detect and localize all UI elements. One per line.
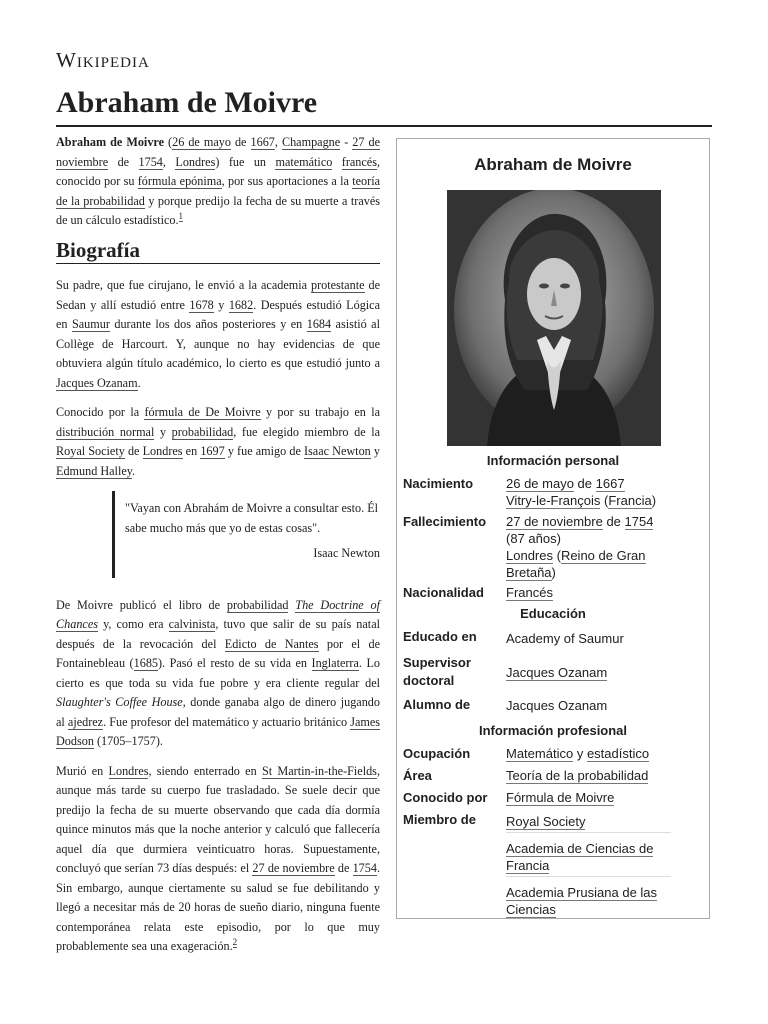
text: de Sedan y allí estudió entre xyxy=(56,278,380,312)
infobox xyxy=(396,138,710,919)
text: , aunque más tarde su cuerpo fue trasladado. Se suele decir que predijo la fecha de su muerte observando que cada día dormía quince minutos más que la noche anterior y calculó que fallecería aquel día que durmiera veinticuatro horas. Supuestamente, concluyó que serían 73 días después: el xyxy=(56,763,380,875)
text: ) fue un xyxy=(215,154,276,169)
bio-paragraph-2 xyxy=(56,403,380,481)
link-1678[interactable]: 1678 xyxy=(189,297,214,312)
link-death-date[interactable]: 27 de noviembre xyxy=(56,135,380,169)
infobox-title: Abraham de Moivre xyxy=(474,155,632,174)
text: , donde ganaba algo de dinero jugando al xyxy=(56,695,380,729)
link-formula[interactable]: fórmula epónima xyxy=(137,174,222,188)
subject-name: Abraham de Moivre xyxy=(56,135,165,149)
text: y xyxy=(213,297,229,312)
text: . xyxy=(132,463,136,478)
link-nationality[interactable]: francés xyxy=(341,154,377,169)
text: y por su trabajo en la xyxy=(260,405,380,419)
text: De Moivre publicó el libro de xyxy=(56,597,227,612)
label-educado-en: Educado en xyxy=(403,629,477,644)
text: asistió al Collège de Harcourt. Y, aunque no hay evidencias de que obtuviera algún título académico, lo cierto es que estudió junto a xyxy=(56,317,380,370)
text: ( xyxy=(164,135,173,149)
reference-1[interactable]: 1 xyxy=(178,210,184,221)
section-informacion-profesional: Información profesional xyxy=(478,723,628,738)
value-nacionalidad xyxy=(506,584,666,601)
link-formula-moivre-ib[interactable]: Fórmula de Moivre xyxy=(506,790,615,805)
text: y fue amigo de xyxy=(224,444,304,458)
text: y xyxy=(154,424,172,439)
intro-paragraph xyxy=(56,133,380,231)
link-birth-date[interactable]: 26 de mayo xyxy=(172,135,231,149)
text: durante los dos años posteriores y en xyxy=(109,317,307,331)
bio-paragraph-1 xyxy=(56,276,380,393)
link-ozanam-ib[interactable]: Jacques Ozanam xyxy=(506,665,608,680)
link-estadistico[interactable]: estadístico xyxy=(586,746,650,761)
text: , xyxy=(274,135,282,149)
text: por el de Fontainebleau ( xyxy=(56,636,381,670)
value-supervisor-doctoral xyxy=(506,664,666,681)
link-academia-prusiana[interactable]: Academia Prusiana de las Ciencias xyxy=(506,885,658,917)
link-27-noviembre[interactable]: 27 de noviembre xyxy=(252,861,335,875)
link-probabilidad-2[interactable]: probabilidad xyxy=(226,597,289,612)
value-fallecimiento: 27 de noviembre de 1754 (87 años) Londres (Reino de Gran Bretaña) xyxy=(506,514,654,580)
section-heading-biografia: Biografía xyxy=(56,241,380,265)
label-conocido-por: Conocido por xyxy=(403,790,488,805)
link-londres-ib[interactable]: Londres xyxy=(506,548,553,563)
text: , tuvo que salir de su país natal después de la revocación del xyxy=(56,617,380,651)
link-protestante[interactable]: protestante xyxy=(311,278,365,292)
link-saumur[interactable]: Saumur xyxy=(71,317,110,331)
text: ). Pasó el resto de su vida en xyxy=(158,656,312,670)
link-death-year-ib[interactable]: 1754 xyxy=(624,514,654,529)
text: , por sus aportaciones a la xyxy=(221,174,353,188)
label-fallecimiento: Fallecimiento xyxy=(403,514,487,529)
newton-quote xyxy=(112,491,380,578)
link-edicto-de-nantes[interactable]: Edicto de Nantes xyxy=(224,636,319,651)
label-nacionalidad: Nacionalidad xyxy=(403,585,484,600)
link-royal-society-ib[interactable]: Royal Society xyxy=(506,814,586,829)
text: . Lo cierto es que toda su vida fue pobre y era cliente regular del xyxy=(56,656,381,690)
link-1754[interactable]: 1754 xyxy=(352,861,377,875)
text: de xyxy=(334,861,353,875)
text: de xyxy=(573,476,596,491)
page-title: Abraham de Moivre xyxy=(56,86,318,119)
text xyxy=(332,155,341,169)
label-alumno-de: Alumno de xyxy=(403,697,471,712)
link-ozanam[interactable]: Jacques Ozanam xyxy=(56,375,138,390)
coffee-house-name: Slaughter's Coffee House xyxy=(56,695,183,709)
text: . Sin embargo, aunque ciertamente su salud se fue debilitando y llegó a necesitar más de 20 horas de sueño diario, ninguna fuente contemporánea relata este episodio, por lo que muy probablemente sea una exageración. xyxy=(56,861,380,953)
link-teoria-probabilidad-ib[interactable]: Teoría de la probabilidad xyxy=(506,768,649,783)
value-miembro-de xyxy=(506,813,671,918)
link-birth-year[interactable]: 1667 xyxy=(250,135,275,149)
link-distribucion-normal[interactable]: distribución normal xyxy=(56,424,155,439)
label-supervisor-doctoral: Supervisor doctoral xyxy=(403,655,471,688)
label-nacimiento: Nacimiento xyxy=(403,476,474,491)
link-formula-de-moivre[interactable]: fórmula de De Moivre xyxy=(144,405,261,419)
article-body xyxy=(56,133,380,967)
link-doctrine-of-chances[interactable]: The Doctrine of Chances xyxy=(56,597,381,631)
text: - xyxy=(340,135,353,149)
text: Murió en xyxy=(56,763,109,778)
link-1682[interactable]: 1682 xyxy=(228,297,254,312)
link-death-year[interactable]: 1754 xyxy=(138,154,163,169)
link-calvinista[interactable]: calvinista xyxy=(168,617,216,631)
link-isaac-newton[interactable]: Isaac Newton xyxy=(304,444,371,458)
link-academia-ciencias-francia[interactable]: Academia de Ciencias de Francia xyxy=(506,841,654,873)
link-birth-date-ib[interactable]: 26 de mayo xyxy=(506,476,574,491)
link-edmund-halley[interactable]: Edmund Halley xyxy=(56,463,133,478)
text: (1705–1757). xyxy=(93,734,163,748)
link-londres[interactable]: Londres xyxy=(142,444,183,458)
link-death-date-ib[interactable]: 27 de noviembre xyxy=(506,514,603,529)
link-1684[interactable]: 1684 xyxy=(306,317,332,331)
value-area xyxy=(506,767,666,784)
link-1685[interactable]: 1685 xyxy=(133,656,158,670)
text: y porque predijo la fecha de su muerte a través de un cálculo estadístico. xyxy=(56,193,380,227)
label-ocupacion: Ocupación xyxy=(403,746,471,761)
link-frances[interactable]: Francés xyxy=(506,585,553,600)
link-francia[interactable]: Francia xyxy=(608,493,652,508)
text: de xyxy=(602,514,625,529)
value-ocupacion xyxy=(506,745,666,762)
link-1697[interactable]: 1697 xyxy=(200,444,225,458)
link-reino-gran-bretana[interactable]: Reino de Gran Bretaña xyxy=(506,548,646,580)
link-inglaterra[interactable]: Inglaterra xyxy=(311,656,359,670)
quote-author: Isaac Newton xyxy=(313,546,380,560)
link-vitry[interactable]: Vitry-le-François xyxy=(506,493,601,508)
link-londres-2[interactable]: Londres xyxy=(108,763,149,778)
text: y, como era xyxy=(97,617,169,631)
link-royal-society[interactable]: Royal Society xyxy=(56,444,125,458)
value-nacimiento: 26 de mayo de 1667 Vitry-le-François (Francia) xyxy=(506,476,657,508)
bio-paragraph-4 xyxy=(56,762,380,957)
wikipedia-wordmark[interactable]: Wikipedia xyxy=(56,48,150,72)
link-birth-year-ib[interactable]: 1667 xyxy=(595,476,625,491)
link-occupation[interactable]: matemático xyxy=(275,154,333,169)
text: de xyxy=(230,135,251,149)
link-birth-place[interactable]: Champagne xyxy=(281,135,341,149)
text: , siendo enterrado en xyxy=(148,763,262,778)
link-james-dodson[interactable]: James Dodson xyxy=(56,714,381,748)
value-educado-en: Academy of Saumur xyxy=(506,631,624,646)
link-ajedrez[interactable]: ajedrez xyxy=(67,714,104,729)
value-conocido-por xyxy=(506,789,666,806)
link-probability[interactable]: teoría de la probabilidad xyxy=(56,174,380,208)
reference-2[interactable]: 2 xyxy=(232,936,238,947)
quote-text: "Vayan con Abrahám de Moivre a consultar esto. Él sabe mucho más que yo de estas cosas". xyxy=(125,501,379,535)
link-st-martin[interactable]: St Martin-in-the-Fields xyxy=(261,763,377,778)
portrait-image[interactable] xyxy=(447,190,661,446)
value-alumno-de: Jacques Ozanam xyxy=(506,698,608,713)
text: y xyxy=(370,444,380,458)
section-educacion: Educación xyxy=(520,606,586,621)
link-matematico-ib[interactable]: Matemático xyxy=(506,746,574,761)
text: Su padre, que fue cirujano, le envió a la academia xyxy=(56,278,312,292)
section-informacion-personal: Información personal xyxy=(486,453,620,468)
portrait-engraving xyxy=(447,190,661,446)
text: de xyxy=(108,154,139,169)
text: . xyxy=(137,375,141,390)
link-death-place[interactable]: Londres xyxy=(175,154,216,169)
text: , conocido por su xyxy=(56,154,381,188)
label-area: Área xyxy=(403,768,432,783)
text: Conocido por la xyxy=(56,405,145,419)
bio-paragraph-3 xyxy=(56,596,380,752)
text: . Fue profesor del matemático y actuario británico xyxy=(103,714,351,729)
title-divider xyxy=(56,125,712,127)
text: de xyxy=(124,444,143,458)
link-probabilidad[interactable]: probabilidad xyxy=(171,424,234,439)
text: y xyxy=(573,746,587,761)
label-miembro-de: Miembro de xyxy=(403,812,476,827)
text: , fue elegido miembro de la xyxy=(233,424,381,439)
age-at-death: (87 años) xyxy=(506,531,561,546)
text: . Después estudió Lógica en xyxy=(56,297,380,331)
text: en xyxy=(182,444,201,458)
text: , xyxy=(162,154,176,169)
